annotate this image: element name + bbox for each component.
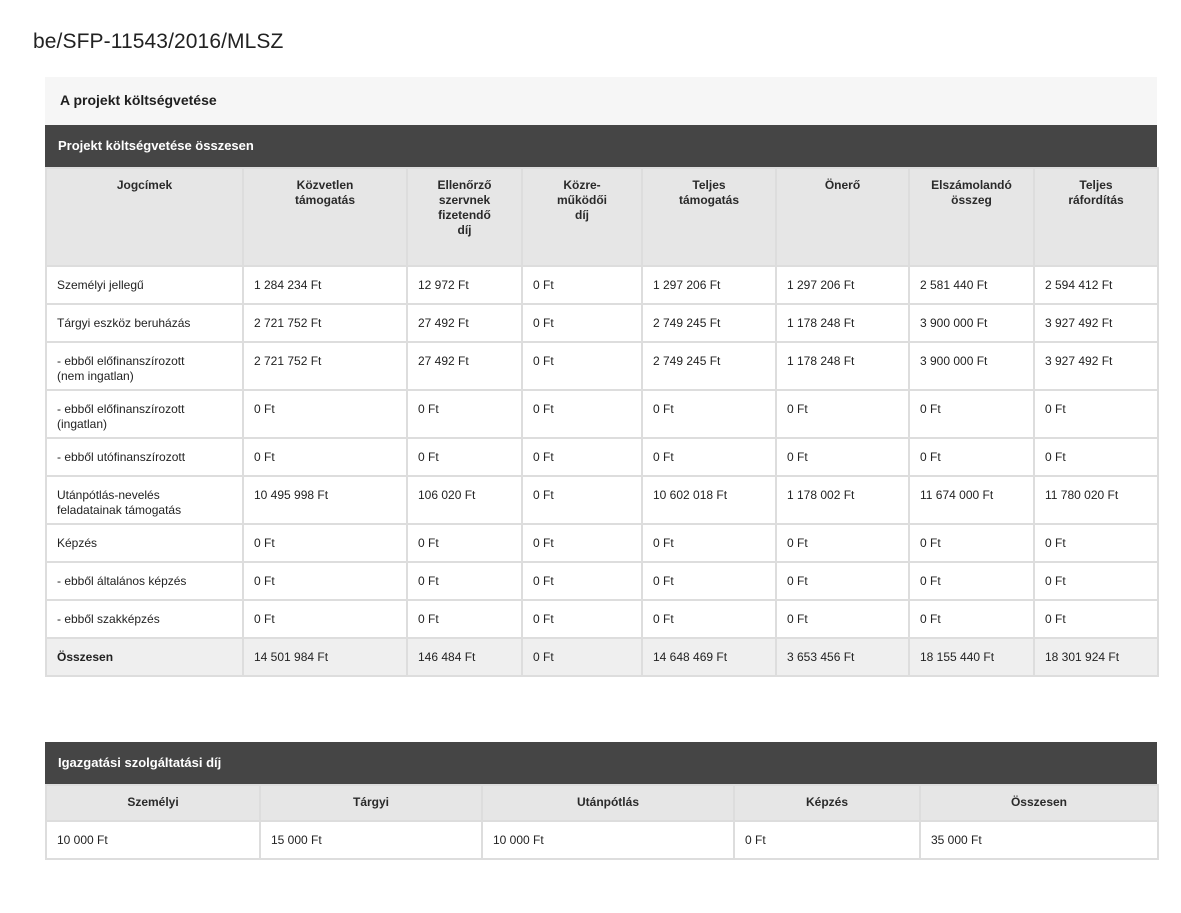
column-header [1034, 168, 1158, 266]
row-label-line: - ebből utófinanszírozott [57, 450, 186, 464]
amount-cell: 0 Ft [407, 562, 522, 600]
amount-cell: 0 Ft [776, 562, 909, 600]
row-label-line: feladatainak támogatás [57, 503, 182, 517]
table-row [46, 266, 1158, 304]
row-label-line: - ebből előfinanszírozott [57, 354, 185, 368]
amount-cell: 0 Ft [1034, 438, 1158, 476]
table-row [46, 562, 1158, 600]
column-header: Utánpótlás [482, 785, 734, 821]
amount-cell: 0 Ft [243, 524, 407, 562]
column-header [776, 168, 909, 266]
row-label-line: (ingatlan) [57, 417, 108, 431]
amount-cell: 2 581 440 Ft [909, 266, 1034, 304]
amount-cell: 0 Ft [642, 438, 776, 476]
column-header-line: támogatás [678, 193, 740, 207]
column-header-line: ráfordítás [1068, 193, 1124, 207]
row-label [46, 562, 243, 600]
amount-cell: 0 Ft [522, 438, 642, 476]
table-row [46, 390, 1158, 438]
amount-cell: 14 501 984 Ft [243, 638, 407, 676]
amount-cell: 10 000 Ft [46, 821, 260, 859]
amount-cell: 10 000 Ft [482, 821, 734, 859]
table-row [46, 342, 1158, 390]
amount-cell: 2 594 412 Ft [1034, 266, 1158, 304]
row-label [46, 476, 243, 524]
column-header-line: Ellenőrző [437, 178, 492, 192]
amount-cell: 3 900 000 Ft [909, 304, 1034, 342]
fee-table [45, 784, 1159, 860]
amount-cell: 0 Ft [642, 562, 776, 600]
row-label [46, 438, 243, 476]
column-header: Összesen [920, 785, 1158, 821]
column-header-line: Közvetlen [296, 178, 354, 192]
amount-cell: 1 178 248 Ft [776, 304, 909, 342]
amount-cell: 0 Ft [522, 266, 642, 304]
column-header [46, 168, 243, 266]
amount-cell: 0 Ft [776, 390, 909, 438]
fee-table-title: Igazgatási szolgáltatási díj [45, 742, 1157, 784]
amount-cell: 10 495 998 Ft [243, 476, 407, 524]
row-label-line: Tárgyi eszköz beruházás [57, 316, 191, 330]
amount-cell: 106 020 Ft [407, 476, 522, 524]
column-header-line: Elszámolandó [931, 178, 1012, 192]
column-header [407, 168, 522, 266]
column-header-line: Teljes [692, 178, 726, 192]
amount-cell: 12 972 Ft [407, 266, 522, 304]
column-header: Tárgyi [260, 785, 482, 821]
row-label [46, 266, 243, 304]
amount-cell: 0 Ft [776, 524, 909, 562]
amount-cell: 3 653 456 Ft [776, 638, 909, 676]
amount-cell: 0 Ft [522, 524, 642, 562]
amount-cell: 1 178 248 Ft [776, 342, 909, 390]
table-row [46, 476, 1158, 524]
amount-cell: 1 297 206 Ft [642, 266, 776, 304]
amount-cell: 0 Ft [407, 390, 522, 438]
amount-cell: 0 Ft [522, 304, 642, 342]
amount-cell: 0 Ft [642, 390, 776, 438]
column-header [642, 168, 776, 266]
column-header: Személyi [46, 785, 260, 821]
section-title: A projekt költségvetése [45, 77, 1157, 125]
amount-cell: 1 297 206 Ft [776, 266, 909, 304]
amount-cell: 0 Ft [909, 600, 1034, 638]
budget-table [45, 167, 1159, 677]
column-header [243, 168, 407, 266]
amount-cell: 2 749 245 Ft [642, 304, 776, 342]
column-header-line: díj [575, 208, 589, 222]
amount-cell: 0 Ft [522, 390, 642, 438]
row-label [46, 638, 243, 676]
amount-cell: 0 Ft [776, 600, 909, 638]
row-label-line: - ebből előfinanszírozott [57, 402, 185, 416]
amount-cell: 0 Ft [407, 524, 522, 562]
row-label-line: Összesen [57, 650, 114, 664]
table-row [46, 524, 1158, 562]
amount-cell: 0 Ft [522, 476, 642, 524]
table-row [46, 304, 1158, 342]
amount-cell: 0 Ft [407, 600, 522, 638]
column-header-line: Jogcímek [116, 178, 173, 192]
fee-row [46, 821, 1158, 859]
amount-cell: 11 674 000 Ft [909, 476, 1034, 524]
column-header [522, 168, 642, 266]
column-header-line: működői [557, 193, 607, 207]
amount-cell: 2 749 245 Ft [642, 342, 776, 390]
amount-cell: 0 Ft [1034, 390, 1158, 438]
amount-cell: 1 284 234 Ft [243, 266, 407, 304]
amount-cell: 0 Ft [1034, 562, 1158, 600]
amount-cell: 146 484 Ft [407, 638, 522, 676]
document-id: be/SFP-11543/2016/MLSZ [33, 30, 284, 53]
amount-cell: 14 648 469 Ft [642, 638, 776, 676]
amount-cell: 0 Ft [407, 438, 522, 476]
row-label [46, 600, 243, 638]
amount-cell: 0 Ft [243, 562, 407, 600]
row-label-line: Utánpótlás-nevelés [57, 488, 160, 502]
amount-cell: 0 Ft [522, 600, 642, 638]
column-header-line: támogatás [294, 193, 356, 207]
column-header-line: Önerő [824, 178, 861, 192]
row-label [46, 304, 243, 342]
amount-cell: 27 492 Ft [407, 304, 522, 342]
column-header-line: összeg [951, 193, 992, 207]
amount-cell: 0 Ft [909, 390, 1034, 438]
column-header [909, 168, 1034, 266]
column-header: Képzés [734, 785, 920, 821]
column-header-line: szervnek [438, 193, 491, 207]
amount-cell: 18 155 440 Ft [909, 638, 1034, 676]
table-row [46, 600, 1158, 638]
amount-cell: 0 Ft [642, 600, 776, 638]
amount-cell: 11 780 020 Ft [1034, 476, 1158, 524]
budget-table-title: Projekt költségvetése összesen [45, 125, 1157, 167]
amount-cell: 0 Ft [243, 390, 407, 438]
row-label [46, 342, 243, 390]
amount-cell: 0 Ft [522, 342, 642, 390]
amount-cell: 0 Ft [642, 524, 776, 562]
amount-cell: 3 927 492 Ft [1034, 342, 1158, 390]
amount-cell: 3 927 492 Ft [1034, 304, 1158, 342]
table-row [46, 438, 1158, 476]
amount-cell: 0 Ft [243, 600, 407, 638]
row-label-line: - ebből általános képzés [57, 574, 187, 588]
row-label-line: (nem ingatlan) [57, 369, 134, 383]
amount-cell: 0 Ft [734, 821, 920, 859]
amount-cell: 35 000 Ft [920, 821, 1158, 859]
amount-cell: 2 721 752 Ft [243, 342, 407, 390]
amount-cell: 0 Ft [522, 638, 642, 676]
row-label [46, 524, 243, 562]
amount-cell: 0 Ft [909, 562, 1034, 600]
column-header-line: díj [457, 223, 472, 237]
amount-cell: 1 178 002 Ft [776, 476, 909, 524]
amount-cell: 0 Ft [909, 524, 1034, 562]
amount-cell: 0 Ft [1034, 524, 1158, 562]
amount-cell: 3 900 000 Ft [909, 342, 1034, 390]
column-header-line: fizetendő [438, 208, 491, 222]
amount-cell: 0 Ft [909, 438, 1034, 476]
row-label-line: - ebből szakképzés [57, 612, 160, 626]
amount-cell: 10 602 018 Ft [642, 476, 776, 524]
amount-cell: 0 Ft [776, 438, 909, 476]
amount-cell: 2 721 752 Ft [243, 304, 407, 342]
column-header-line: Teljes [1079, 178, 1113, 192]
amount-cell: 0 Ft [1034, 600, 1158, 638]
amount-cell: 0 Ft [243, 438, 407, 476]
amount-cell: 15 000 Ft [260, 821, 482, 859]
row-label-line: Személyi jellegű [57, 278, 144, 292]
amount-cell: 27 492 Ft [407, 342, 522, 390]
row-label-line: Képzés [57, 536, 98, 550]
column-header-line: Közre- [563, 178, 601, 192]
row-label [46, 390, 243, 438]
amount-cell: 18 301 924 Ft [1034, 638, 1158, 676]
total-row [46, 638, 1158, 676]
amount-cell: 0 Ft [522, 562, 642, 600]
